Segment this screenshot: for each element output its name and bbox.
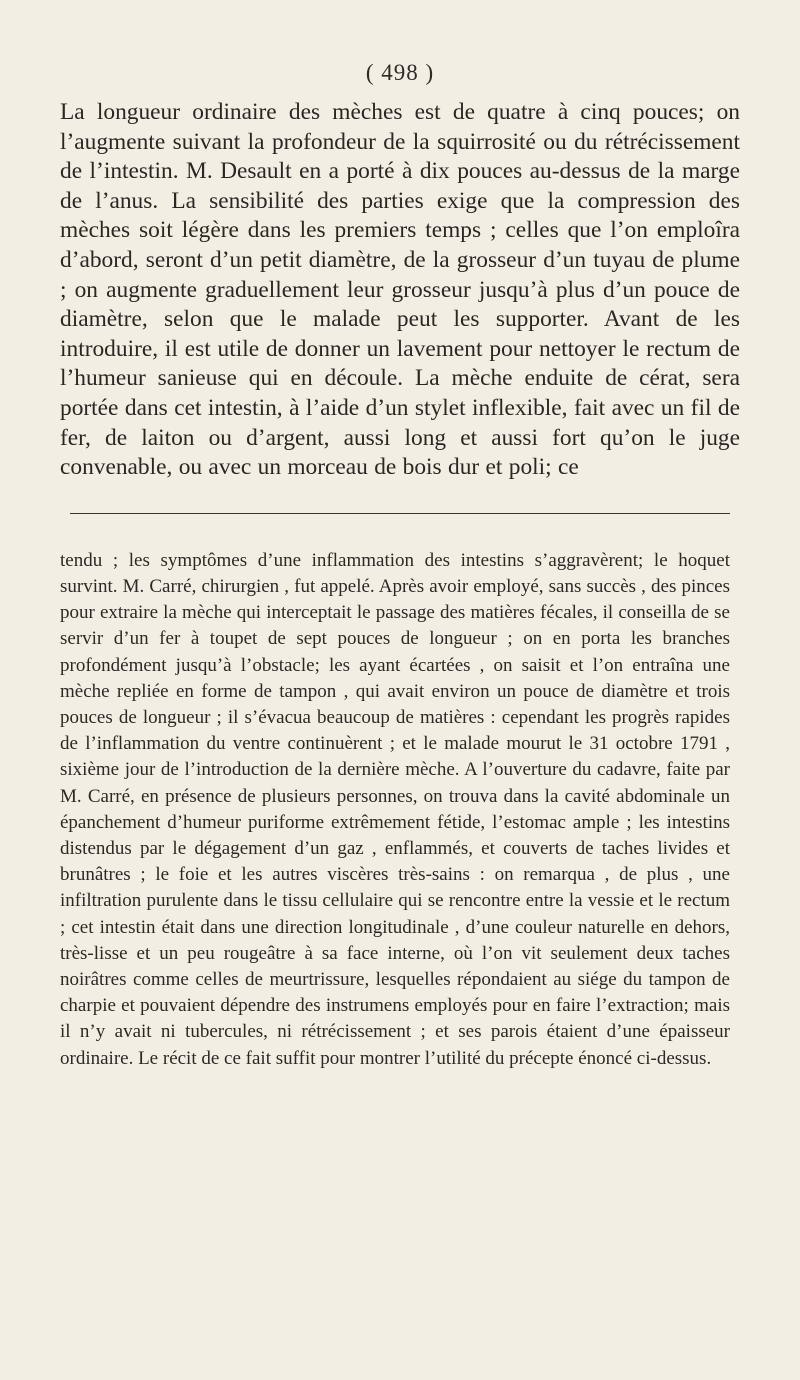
main-paragraph: La longueur ordinaire des mèches est de quatre à cinq pouces; on l’augmente suivant la profondeur de la squirrosité ou du rétrécissement de l’intestin. M. Desault en a porté à dix pouces au-dessus de la marge de l’anus. La sensibilité des parties exige que la compression des mèches soit légère dans les premiers temps ; celles que l’on emploîra d’abord, seront d’un petit diamètre, de la grosseur d’un tuyau de plume ; on augmente graduellement leur grosseur jusqu’à plus d’un pouce de diamètre, selon que le malade peut les supporter. Avant de les introduire, il est utile de donner un lavement pour nettoyer le rectum de l’humeur sanieuse qui en découle. La mèche enduite de cérat, sera portée dans cet intestin, à l’aide d’un stylet inflexible, fait avec un fil de fer, de laiton ou d’argent, aussi long et aussi fort qu’on le juge convenable, ou avec un morceau de bois dur et poli; ce <box>60 99 740 481</box>
page-number-header: ( 498 ) <box>365 60 435 85</box>
footnote-separator-rule <box>70 513 730 514</box>
footnote-paragraph: tendu ; les symptômes d’une inflammation des intestins s’aggravèrent; le hoquet survint. M. Carré, chirurgien , fut appelé. Après avoir employé, sans succès , des pinces pour extraire la mèche qui interceptait le passage des matières fécales, il conseilla de se servir d’un fer à toupet de sept pouces de longueur ; on en porta les branches profondément jusqu’à l’obstacle; les ayant écartées , on saisit et l’on entraîna une mèche repliée en forme de tampon , qui avait environ un pouce de diamètre et trois pouces de longueur ; il s’évacua beaucoup de matières : cependant les progrès rapides de l’inflammation du ventre continuèrent ; et le malade mourut le 31 octobre 1791 , sixième jour de l’introduction de la dernière mèche. A l’ouverture du cadavre, faite par M. Carré, en présence de plusieurs personnes, on trouva dans la cavité abdominale un épanchement d’humeur puriforme extrêmement fétide, l’estomac ample ; les intestins distendus par le dégagement d’un gaz , enflammés, et couverts de taches livides et brunâtres ; le foie et les autres viscères très-sains : on remarqua , de plus , une infiltration purulente dans le tissu cellulaire qui se rencontre entre la vessie et le rectum ; cet intestin était dans une direction longitudinale , d’une couleur naturelle en dehors, très-lisse et un peu rougeâtre à sa face interne, où l’on vit seulement deux taches noirâtres comme celles de meurtrissure, lesquelles répondaient au siége du tampon de charpie et pouvaient dépendre des instrumens employés pour en faire l’extraction; mais il n’y avait ni tubercules, ni rétrécissement ; et ses parois étaient d’une épaisseur ordinaire. Le récit de ce fait suffit pour montrer l’utilité du précepte énoncé ci-dessus. <box>60 549 730 1069</box>
